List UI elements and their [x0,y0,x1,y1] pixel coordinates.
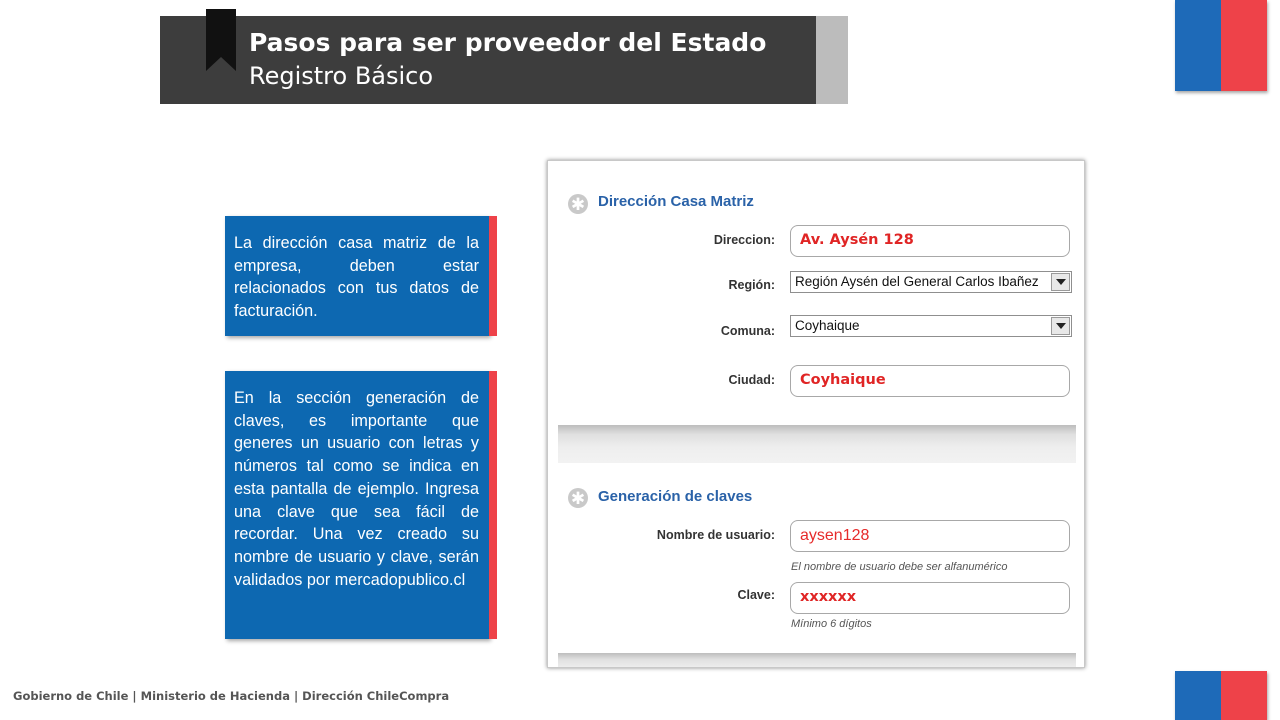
ciudad-label: Ciudad: [728,373,775,387]
flag-red-stripe [1221,671,1267,720]
password-hint: Mínimo 6 dígitos [791,618,872,630]
footer-text: Gobierno de Chile | Ministerio de Hacienda | Dirección ChileCompra [13,689,450,703]
flag-bottom-right [1175,671,1267,720]
flag-top-right [1175,0,1267,91]
chevron-down-icon[interactable] [1051,317,1070,335]
bottom-divider [558,653,1076,668]
chevron-down-icon[interactable] [1051,273,1070,291]
region-select[interactable] [790,271,1072,293]
username-input[interactable]: aysen128 [790,520,1070,552]
bookmark-icon [202,9,240,75]
page-subtitle: Registro Básico [249,62,434,90]
comuna-select[interactable] [790,315,1072,337]
page-title: Pasos para ser proveedor del Estado [249,28,767,57]
info-box-keys: En la sección generación de claves, es importante que generes un usuario con letras y números tal como se indica en esta pantalla de ejemplo. Ingresa una clave que sea fácil de recordar. Una vez creado su nombre de usuario y clave, serán validados por mercadopublico.cl [225,371,489,639]
header-accent-bar [816,16,848,104]
info-box-address: La dirección casa matriz de la empresa, deben estar relacionados con tus datos de facturación. [225,216,489,336]
region-select-value: Región Aysén del General Carlos Ibañez [795,274,1039,289]
comuna-label: Comuna: [720,324,775,338]
direccion-label: Direccion: [713,233,775,247]
username-hint: El nombre de usuario debe ser alfanumérico [791,561,1008,573]
section-divider [558,425,1076,463]
asterisk-icon: ✱ [568,488,588,508]
region-label: Región: [728,278,775,292]
section-title-keys: Generación de claves [598,488,753,505]
direccion-input[interactable]: Av. Aysén 128 [790,225,1070,257]
flag-blue-stripe [1175,0,1221,91]
comuna-select-value: Coyhaique [795,318,860,333]
username-label: Nombre de usuario: [656,528,775,542]
section-title-address: Dirección Casa Matriz [598,193,754,210]
password-label: Clave: [737,588,775,602]
ciudad-input[interactable]: Coyhaique [790,365,1070,397]
flag-blue-stripe [1175,671,1221,720]
flag-red-stripe [1221,0,1267,91]
form-screenshot [547,160,1085,668]
password-input[interactable]: xxxxxx [790,582,1070,614]
asterisk-icon: ✱ [568,194,588,214]
